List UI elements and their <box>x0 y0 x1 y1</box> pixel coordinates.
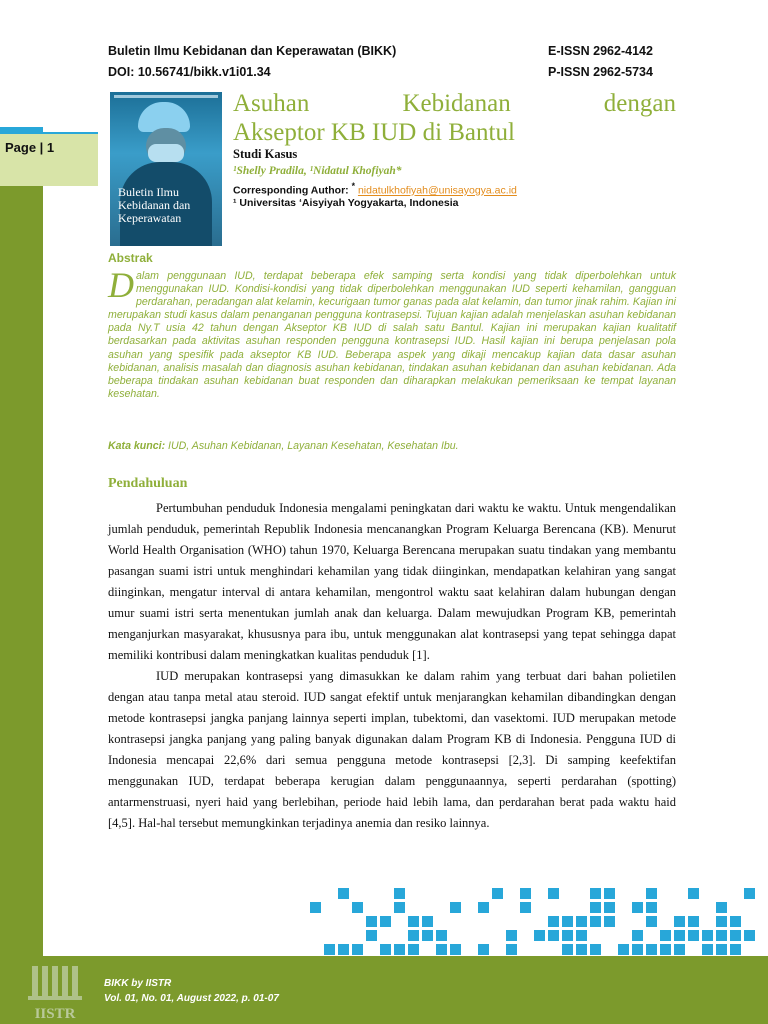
pixel-square <box>562 916 573 927</box>
pixel-square <box>478 944 489 955</box>
pixel-square <box>576 916 587 927</box>
paragraph-2: IUD merupakan kontrasepsi yang dimasukkan ke dalam rahim yang terbuat dari bahan polietilen dengan atau tanpa metal atau steroid. IUD sangat efektif untuk menjarangkan kehamilan dibandingkan dengan metode kontrasepsi jangka panjang lainnya seperti implan, tubektomi, dan vasektomi. IUD merupakan metode kontrasepsi jangka panjang yang paling banyak digunakan dalam Program KB di Indonesia. Pengguna IUD di Indonesia mencapai 22,6% dari semua pengguna metode kontrasepsi [2,3]. Di samping keefektifan menggunakan IUD, terdapat beberapa kerugian dalam penggunaannya, seperti perdarahan (spotting) antarmenstruasi, nyeri haid yang berlebihan, periode haid lebih lama, dan perdarahan berat pada waktu haid [4,5]. Hal-hal tersebut memungkinkan terjadinya anemia dan resiko lainnya. <box>108 669 676 830</box>
pixel-square <box>394 944 405 955</box>
cover-title-line2: Kebidanan dan <box>118 198 191 212</box>
journal-cover-image <box>110 92 222 246</box>
pixel-square <box>702 930 713 941</box>
cover-surgeon-mask <box>148 144 184 162</box>
journal-header <box>108 44 668 86</box>
pixel-square <box>646 916 657 927</box>
abstract-body <box>108 265 676 401</box>
footer-citation <box>104 976 279 1006</box>
affiliation: ¹ Universitas ‘Aisyiyah Yogyakarta, Indonesia <box>233 197 459 209</box>
title-word2: Kebidanan <box>402 90 511 117</box>
title-word1: Asuhan <box>233 90 310 117</box>
pixel-square <box>632 944 643 955</box>
footer-volume: Vol. 01, No. 01, August 2022, p. 01-07 <box>104 993 279 1004</box>
pixel-square <box>604 916 615 927</box>
pixel-square <box>506 944 517 955</box>
pixel-square <box>408 944 419 955</box>
pixel-square <box>506 930 517 941</box>
eissn: E-ISSN 2962-4142 <box>548 44 653 58</box>
abstract-heading: Abstrak <box>108 251 153 265</box>
pixel-square <box>730 930 741 941</box>
pixel-square <box>730 944 741 955</box>
pixel-square <box>562 944 573 955</box>
pixel-square <box>632 902 643 913</box>
pixel-square <box>394 902 405 913</box>
pixel-square <box>548 930 559 941</box>
pixel-square <box>310 902 321 913</box>
corresponding-author <box>233 181 517 197</box>
pixel-square <box>534 930 545 941</box>
pixel-square <box>744 930 755 941</box>
pixel-square <box>380 916 391 927</box>
pixel-square <box>548 888 559 899</box>
pixel-square <box>660 930 671 941</box>
pixel-square <box>716 930 727 941</box>
abstract-text: alam penggunaan IUD, terdapat beberapa efek samping serta kondisi yang tidak diperbolehkan untuk menggunakan IUD. Kondisi-kondisi yang tidak diperbolehkan menggunakan IUD seperti kehamilan, gangguan perdarahan, peradangan alat kelamin, kecurigaan tumor ganas pada alat kelamin, dan tumor jinak rahim. Kajian ini merupakan studi kasus dalam penanganan pengguna kontrasepsi. Tujuan kajian adalah menjelaskan asuhan kebidanan pada Ny.T usia 42 tahun dengan Akseptor KB IUD di salah satu Bantul. Kajian ini merupakan kajian kualitatif berdasarkan pada aktivitas asuhan responden pengguna kontrasepsi IUD. Hasil kajian ini berupa penjelasan pola asuhan yang spesifik pada akseptor KB IUD. Beberapa aspek yang dikaji mencakup kajian data dasar asuhan kebidanan, analisis masalah dan diagnosis asuhan kebidanan, tindakan asuhan kebidanan dan asuhan kebidanan. Ada beberapa tindakan asuhan kebidanan buat responden dan diharapkan melakukan pemeriksaan ke tempat layanan kesehatan. <box>108 270 676 400</box>
article-title <box>233 89 676 147</box>
pixel-square <box>716 944 727 955</box>
authors: ¹Shelly Pradila, ¹Nidatul Khofiyah* <box>233 165 402 177</box>
pixel-square <box>338 888 349 899</box>
pixel-square <box>380 944 391 955</box>
page-number-label: Page | 1 <box>5 140 55 155</box>
pixel-square <box>478 902 489 913</box>
title-word3: dengan <box>603 90 676 117</box>
pixel-square <box>660 944 671 955</box>
pixel-square <box>394 888 405 899</box>
iistr-logo <box>22 960 92 1022</box>
pixel-square <box>744 888 755 899</box>
pixel-square <box>324 944 335 955</box>
pixel-square <box>576 930 587 941</box>
pixel-square <box>422 916 433 927</box>
pixel-square <box>366 916 377 927</box>
pixel-square <box>590 944 601 955</box>
pixel-square <box>632 930 643 941</box>
keywords-label: Kata kunci: <box>108 440 166 452</box>
pixel-square <box>450 944 461 955</box>
pixel-square <box>548 916 559 927</box>
pixel-square <box>408 930 419 941</box>
cover-title-line1: Buletin Ilmu <box>118 185 179 199</box>
keywords <box>108 440 459 452</box>
cover-title-line3: Keperawatan <box>118 211 182 225</box>
pixel-square <box>450 902 461 913</box>
title-line2: Akseptor KB IUD di Bantul <box>233 119 515 146</box>
pixel-square <box>730 916 741 927</box>
pixel-square <box>688 930 699 941</box>
pixel-square <box>520 888 531 899</box>
keywords-list: IUD, Asuhan Kebidanan, Layanan Kesehatan, Kesehatan Ibu. <box>165 440 459 452</box>
section-heading-introduction: Pendahuluan <box>108 476 188 491</box>
sidebar-green-bar <box>0 186 43 956</box>
abstract-dropcap: D <box>108 265 134 305</box>
pixel-square <box>408 916 419 927</box>
pixel-square <box>674 930 685 941</box>
pixel-square <box>688 916 699 927</box>
pissn: P-ISSN 2962-5734 <box>548 65 653 79</box>
pixel-square <box>338 944 349 955</box>
pixel-square <box>520 902 531 913</box>
pixel-square <box>590 888 601 899</box>
pixel-square <box>688 888 699 899</box>
cover-top-line <box>114 95 218 98</box>
pixel-square <box>562 930 573 941</box>
pixel-square <box>674 944 685 955</box>
pixel-square <box>590 916 601 927</box>
pixel-square <box>436 930 447 941</box>
pixel-square <box>646 888 657 899</box>
pixel-square <box>646 944 657 955</box>
introduction-body <box>108 498 676 834</box>
paragraph-1: Pertumbuhan penduduk Indonesia mengalami peningkatan dari waktu ke waktu. Untuk mengendalikan jumlah penduduk, pemerintah Republik Indonesia mencanangkan Program Keluarga Berencana (KB). Menurut World Health Organisation (WHO) tahun 1970, Keluarga Berencana merupakan suatu tindakan yang membantu pasangan suami istri untuk menghindari kehamilan yang tidak diinginkan, mendapatkan kelahiran yang sangat diinginkan, mengatur interval di antara kehamilan, mengontrol waktu saat kelahiran dalam hubungan dengan umur suami istri serta menentukan jumlah anak dan keluarga. Dalam mewujudkan Program KB, pemerintah menganjurkan masyarakat, khususnya para ibu, untuk menggunakan alat kontrasepsi yang tepat sehingga dapat memiliki kontribusi dalam meningkatkan kualitas penduduk [1]. <box>108 501 676 662</box>
page-number-tab <box>0 132 98 186</box>
journal-name: Buletin Ilmu Kebidanan dan Keperawatan (BIKK) <box>108 44 397 58</box>
pixel-square <box>352 902 363 913</box>
cover-title <box>118 186 218 225</box>
pixel-square <box>702 944 713 955</box>
pixel-square <box>590 902 601 913</box>
pixel-square <box>366 930 377 941</box>
pixel-square <box>436 944 447 955</box>
pixel-square <box>604 902 615 913</box>
pixel-square <box>646 902 657 913</box>
pixel-square <box>492 888 503 899</box>
logo-text: IISTR <box>34 1006 76 1022</box>
article-type: Studi Kasus <box>233 147 298 161</box>
corresponding-label: Corresponding Author: <box>233 184 352 197</box>
pixel-square <box>422 930 433 941</box>
pixel-square <box>576 944 587 955</box>
pixel-square <box>604 888 615 899</box>
pixel-square <box>674 916 685 927</box>
footer-publisher: BIKK by IISTR <box>104 978 172 989</box>
pixel-square <box>716 916 727 927</box>
email-link[interactable]: nidatulkhofiyah@unisayogya.ac.id <box>357 184 517 197</box>
pixel-square <box>618 944 629 955</box>
doi[interactable]: DOI: 10.56741/bikk.v1i01.34 <box>108 65 271 79</box>
corresponding-star: * <box>351 181 356 191</box>
pixel-square <box>352 944 363 955</box>
pixel-square <box>716 902 727 913</box>
